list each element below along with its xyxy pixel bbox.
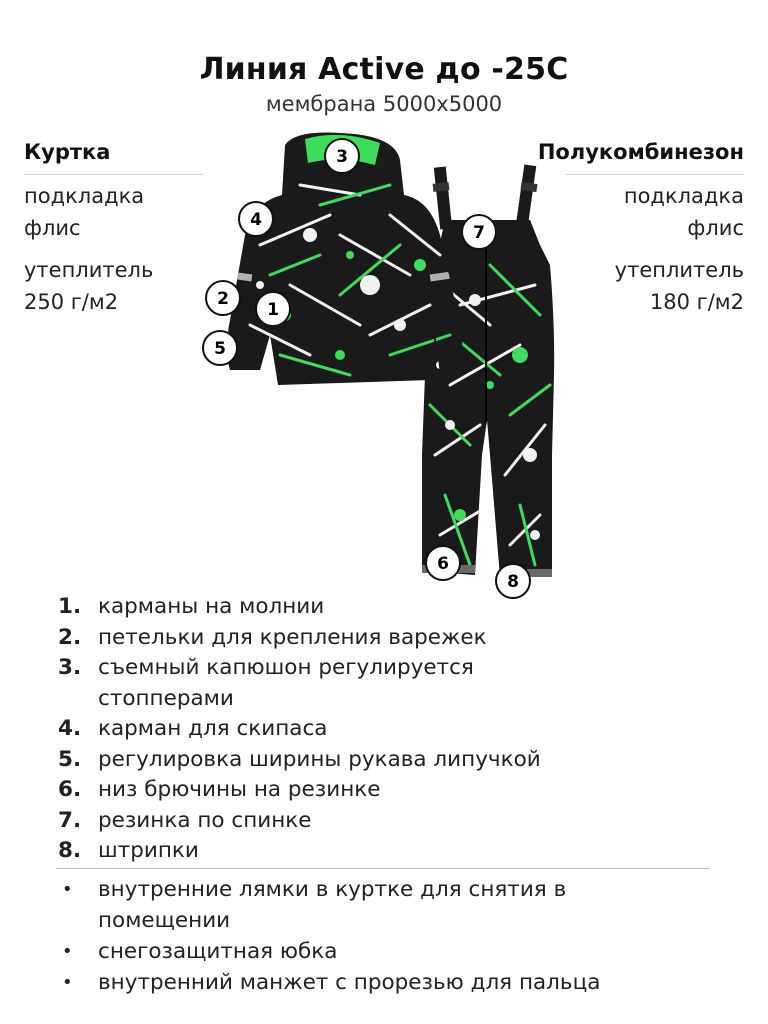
feature-text: штрипки <box>98 838 199 863</box>
feature-item <box>58 836 748 867</box>
callout-label-8: 8 <box>507 572 519 592</box>
jacket-insulation-value: 250 г/м2 <box>24 290 119 314</box>
jacket-lining-label: подкладка <box>24 184 145 208</box>
bullet-marker: • <box>62 972 73 993</box>
extra-text: внутренний манжет с прорезью для пальца <box>98 970 601 995</box>
feature-item <box>58 745 748 776</box>
feature-text: карман для скипаса <box>98 716 328 741</box>
extra-item <box>58 936 748 967</box>
feature-number: 8. <box>58 838 82 863</box>
callout-badge-1 <box>256 292 290 326</box>
callout-badge-7 <box>462 215 496 249</box>
overalls-insulation-label: утеплитель <box>614 258 744 282</box>
feature-item <box>58 592 748 623</box>
feature-text: регулировка ширины рукава липучкой <box>98 746 541 772</box>
feature-number: 3. <box>58 655 82 680</box>
feature-item <box>58 653 748 714</box>
feature-number: 1. <box>58 594 82 619</box>
overalls-heading: Полукомбинезон <box>537 140 744 164</box>
feature-number: 6. <box>58 777 82 802</box>
extra-item <box>58 967 748 998</box>
feature-number: 7. <box>58 807 82 833</box>
callout-label-4: 4 <box>250 210 262 230</box>
overalls-heading-rule <box>566 174 744 175</box>
feature-text: карманы на молнии <box>98 594 325 619</box>
jacket-heading: Куртка <box>24 140 111 164</box>
callout-badge-3 <box>325 139 359 173</box>
callout-label-5: 5 <box>214 339 226 359</box>
feature-text: петельки для крепления варежек <box>98 624 487 650</box>
jacket-lining-value: флис <box>24 216 81 240</box>
features-list <box>58 592 748 867</box>
jacket-insulation-label: утеплитель <box>24 258 154 282</box>
overalls-lining-value: флис <box>687 216 744 240</box>
feature-number: 5. <box>58 746 82 772</box>
feature-text: низ брючины на резинке <box>98 777 381 802</box>
feature-number: 2. <box>58 624 82 650</box>
callout-label-6: 6 <box>437 554 449 574</box>
page-title: Линия Active до -25С <box>199 52 569 87</box>
callout-label-2: 2 <box>217 289 229 309</box>
overalls-lining-label: подкладка <box>623 184 744 208</box>
feature-item <box>58 714 748 745</box>
callout-label-1: 1 <box>267 300 279 320</box>
feature-text: резинка по спинке <box>98 807 312 833</box>
bullet-marker: • <box>62 879 73 900</box>
extra-item <box>58 874 748 936</box>
garment-illustration <box>190 125 580 605</box>
section-divider <box>56 868 710 869</box>
jacket-heading-rule <box>24 174 204 175</box>
callout-badge-6 <box>426 546 460 580</box>
callout-badge-5 <box>203 331 237 365</box>
extra-text: внутренние лямки в куртке для снятия в помещении <box>98 877 567 933</box>
feature-item <box>58 775 748 806</box>
extras-list <box>58 874 748 998</box>
feature-item <box>58 806 748 837</box>
extra-text: снегозащитная юбка <box>98 939 338 964</box>
callout-badge-4 <box>239 202 273 236</box>
feature-item <box>58 623 748 654</box>
callout-badge-2 <box>206 281 240 315</box>
overalls-insulation-value: 180 г/м2 <box>649 290 744 314</box>
page-subtitle: мембрана 5000х5000 <box>265 92 503 116</box>
feature-number: 4. <box>58 716 82 741</box>
feature-text: съемный капюшон регулируется стопперами <box>98 655 474 711</box>
callout-label-7: 7 <box>473 223 485 243</box>
bullet-marker: • <box>62 941 73 962</box>
callout-label-3: 3 <box>336 147 348 167</box>
